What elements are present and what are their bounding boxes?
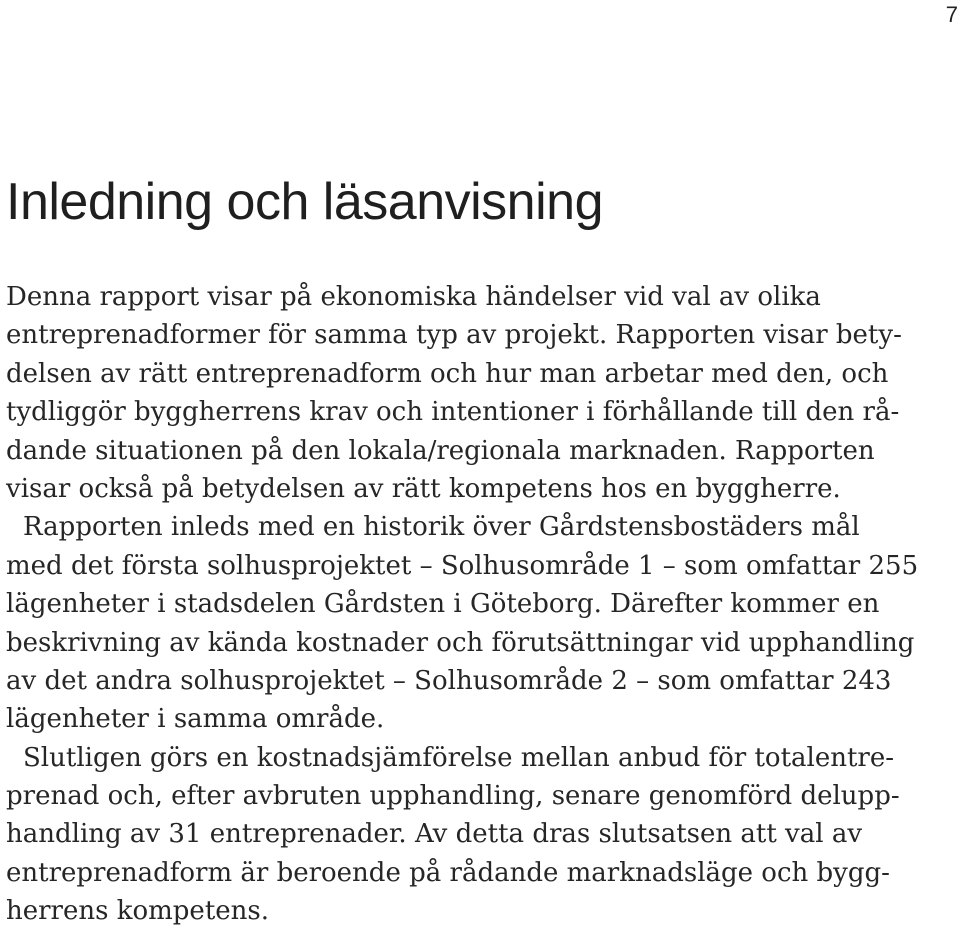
text-line: prenad och, efter avbruten upphandling, senare genomförd delupp- [6, 781, 900, 812]
text-line: visar också på betydelsen av rätt kompetens hos en byggherre. [6, 473, 841, 504]
text-line: herrens kompetens. [6, 896, 270, 927]
paragraph-1 [6, 278, 956, 508]
paragraph-2 [6, 508, 956, 738]
text-line: dande situationen på den lokala/regionala marknaden. Rapporten [6, 435, 875, 466]
text-line: lägenheter i samma område. [6, 704, 385, 735]
page-number: 7 [945, 2, 958, 27]
paragraph-3 [6, 739, 956, 931]
text-line: Slutligen görs en kostnadsjämförelse mellan anbud för totalentre- [23, 742, 895, 773]
text-line: Denna rapport visar på ekonomiska händelser vid val av olika [6, 282, 821, 312]
text-line: beskrivning av kända kostnader och förutsättningar vid upphandling [6, 627, 915, 658]
body-text [6, 278, 956, 931]
text-line: av det andra solhusprojektet – Solhusområde 2 – som omfattar 243 [6, 665, 892, 696]
text-line: lägenheter i stadsdelen Gårdsten i Göteborg. Därefter kommer en [6, 589, 880, 620]
text-line: entreprenadformer för samma typ av projekt. Rapporten visar bety- [6, 320, 902, 351]
page-title: Inledning och läsanvisning [6, 173, 603, 231]
text-line: handling av 31 entreprenader. Av detta dras slutsatsen att val av [6, 819, 863, 850]
text-line: entreprenadform är beroende på rådande marknadsläge och bygg- [6, 857, 890, 888]
text-line: tydliggör byggherrens krav och intentioner i förhållande till den rå- [6, 397, 900, 428]
text-line: delsen av rätt entreprenadform och hur man arbetar med den, och [6, 358, 889, 389]
text-line: med det första solhusprojektet – Solhusområde 1 – som omfattar 255 [6, 550, 919, 581]
text-line: Rapporten inleds med en historik över Gårdstensbostäders mål [23, 512, 860, 543]
